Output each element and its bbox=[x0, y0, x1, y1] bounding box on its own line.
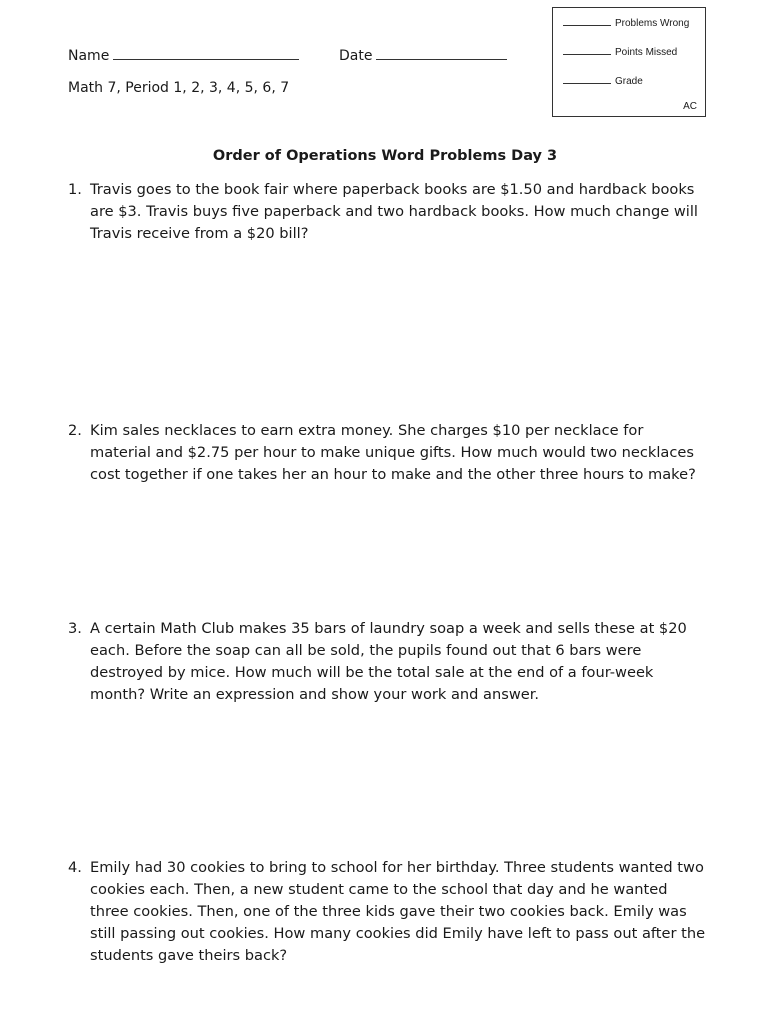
problems-wrong-label: Problems Wrong bbox=[615, 18, 690, 29]
problem-number: 1. bbox=[68, 181, 82, 198]
date-blank bbox=[376, 47, 507, 60]
problem-number: 3. bbox=[68, 620, 82, 637]
grade-blank bbox=[563, 74, 611, 84]
date-field bbox=[339, 47, 507, 64]
teacher-initials: AC bbox=[683, 101, 697, 112]
grade-label: Grade bbox=[615, 76, 643, 87]
problem-text: Emily had 30 cookies to bring to school for her birthday. Three students wanted two cookies each. Then, a new student came to the school that day and he wanted three cookies. Then, one of the three kids gave their two cookies back. Emily was still passing out cookies. How many cookies did Emily have left to pass out after the students gave theirs back? bbox=[90, 859, 706, 964]
name-label: Name bbox=[68, 48, 110, 64]
problem-text: Kim sales necklaces to earn extra money. She charges $10 per necklace for material and $2.75 per hour to make unique gifts. How much would two necklaces cost together if one takes her an hour to make and the other three hours to make? bbox=[90, 422, 696, 483]
name-blank bbox=[113, 47, 299, 60]
points-missed-row bbox=[563, 45, 677, 58]
problem-text: Travis goes to the book fair where paperback books are $1.50 and hardback books are $3. Travis buys five paperback and two hardback books. How much change will Travis receive from a $20 bill? bbox=[90, 181, 698, 242]
problem-3 bbox=[68, 618, 708, 706]
problem-text: A certain Math Club makes 35 bars of laundry soap a week and sells these at $20 each. Before the soap can all be sold, the pupils found out that 6 bars were destroyed by mice. How much will be the total sale at the end of a four-week month? Write an expression and show your work and answer. bbox=[90, 620, 687, 703]
worksheet-title: Order of Operations Word Problems Day 3 bbox=[212, 148, 558, 164]
problem-1 bbox=[68, 179, 708, 245]
points-missed-blank bbox=[563, 45, 611, 55]
grade-row bbox=[563, 74, 643, 87]
problems-wrong-row bbox=[563, 16, 689, 29]
class-info: Math 7, Period 1, 2, 3, 4, 5, 6, 7 bbox=[68, 80, 290, 96]
problem-number: 2. bbox=[68, 422, 82, 439]
date-label: Date bbox=[339, 48, 373, 64]
problems-wrong-blank bbox=[563, 16, 611, 26]
score-box bbox=[552, 7, 706, 117]
problem-4 bbox=[68, 857, 708, 967]
problem-number: 4. bbox=[68, 859, 82, 876]
name-field bbox=[68, 47, 299, 64]
points-missed-label: Points Missed bbox=[615, 47, 678, 58]
problem-2 bbox=[68, 420, 708, 486]
